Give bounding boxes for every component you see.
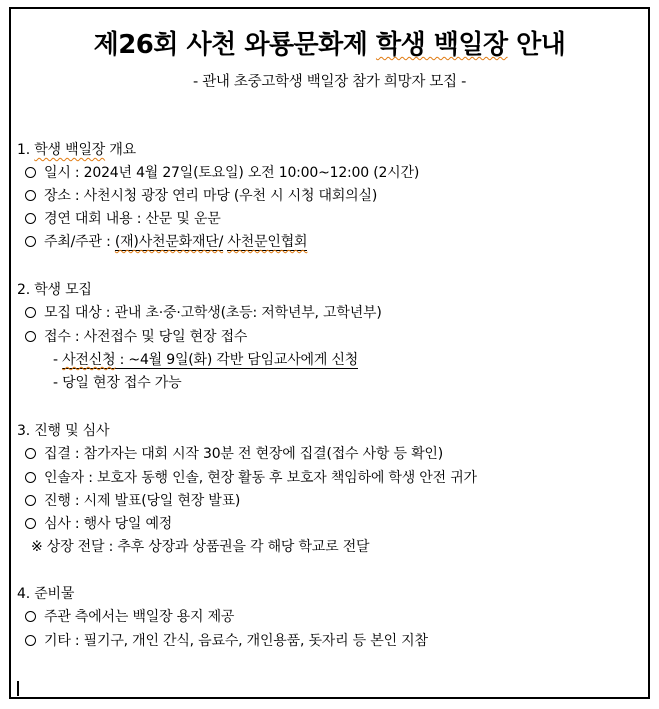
list-item [25,491,240,511]
item-text: 접수 : 사전접수 및 당일 현장 접수 [44,329,248,345]
list-item [25,303,382,323]
list-item [25,163,419,183]
item-text: 모집 대상 : 관내 초·중·고학생(초등: 저학년부, 고학년부) [44,305,382,321]
award-note: ※ 상장 전달 : 추후 상장과 상품권을 각 해당 학교로 전달 [31,539,370,555]
circle-bullet-icon [25,635,36,646]
organizer-host: (재)사천문화재단/ [114,234,224,250]
circle-bullet-icon [25,307,36,318]
list-item-organizer [25,232,307,252]
circle-bullet-icon [25,167,36,178]
item-text: 인솔자 : 보호자 동행 인솔, 현장 활동 후 보호자 책임하에 학생 안전 귀가 [44,470,477,486]
heading-number: 1. [17,142,35,158]
circle-bullet-icon [25,190,36,201]
section-heading-1 [17,140,136,160]
circle-bullet-icon [25,518,36,529]
heading-spellcheck-text: 학생 백일장 [34,142,106,158]
circle-bullet-icon [25,495,36,506]
document-page[interactable] [9,7,650,699]
list-item [25,468,477,488]
item-text: 일시 : 2024년 4월 27일(토요일) 오전 10:00~12:00 (2시간) [44,165,420,181]
item-text: 진행 : 시제 발표(당일 현장 발표) [44,493,241,509]
pre-registration-detail: : ~4월 9일(화) 각반 담임교사에게 신청 [115,352,359,368]
sub-item-pre-registration [53,350,358,370]
list-item [25,327,247,347]
circle-bullet-icon [25,213,36,224]
organizer-cohost: 사천문인협회 [227,234,308,250]
item-text: 심사 : 행사 당일 예정 [44,516,173,532]
pre-registration-label: 사전신청 [62,352,116,368]
list-item [25,444,443,464]
circle-bullet-icon [25,472,36,483]
list-item [25,186,377,206]
circle-bullet-icon [25,611,36,622]
section-heading-4: 4. 준비물 [17,586,75,602]
page-subtitle: - 관내 초중고학생 백일장 참가 희망자 모집 - [192,74,467,90]
item-text: 집결 : 참가자는 대회 시작 30분 전 현장에 집결(접수 사항 등 확인) [44,446,443,462]
title-text: 제26회 사천 와룡문화제 [93,30,376,60]
title-text-end: 안내 [507,30,566,60]
circle-bullet-icon [25,236,36,247]
dash: - [53,352,63,368]
circle-bullet-icon [25,331,36,342]
circle-bullet-icon [25,448,36,459]
sub-item-onsite: - 당일 현장 접수 가능 [53,375,182,391]
page-title [11,28,648,62]
list-item [25,209,221,229]
item-text: 주관 측에서는 백일장 용지 제공 [44,609,235,625]
list-item [25,607,234,627]
organizer-label: 주최/주관 : [44,234,115,250]
list-item [25,514,172,534]
list-item [25,631,428,651]
title-spellcheck-text: 학생 백일장 [375,30,508,60]
item-text: 경연 대회 내용 : 산문 및 운문 [44,211,221,227]
section-heading-3: 3. 진행 및 심사 [17,423,110,439]
item-text: 기타 : 필기구, 개인 간식, 음료수, 개인용품, 돗자리 등 본인 지참 [44,633,428,649]
item-text: 장소 : 사천시청 광장 연리 마당 (우천 시 시청 대회의실) [44,188,378,204]
section-heading-2: 2. 학생 모집 [17,282,92,298]
text-cursor [17,681,19,696]
heading-text: 개요 [105,142,136,158]
